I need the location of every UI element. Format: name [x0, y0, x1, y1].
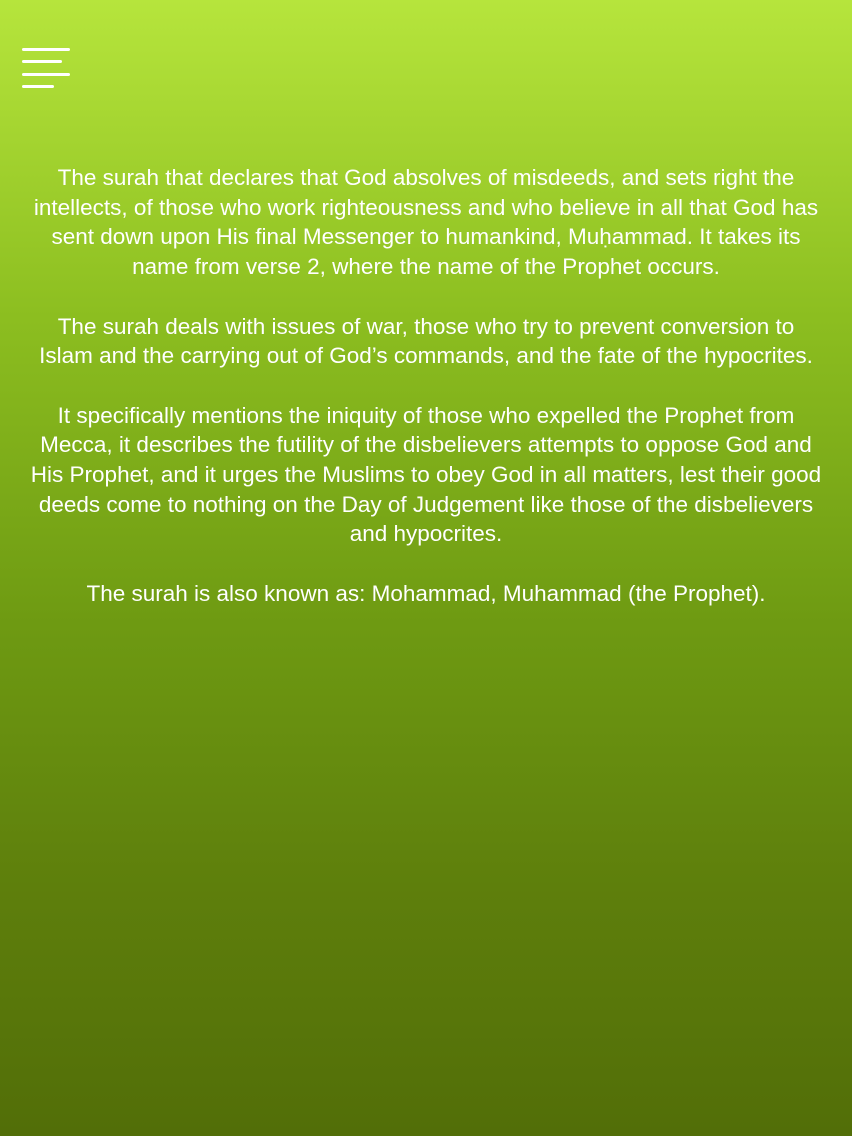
- menu-bar: [22, 60, 62, 63]
- description-paragraph: The surah deals with issues of war, those who try to prevent conversion to Islam and the carrying out of God’s commands, and the fate of the hypocrites.: [39, 313, 813, 369]
- menu-bar: [22, 73, 70, 76]
- menu-bar: [22, 85, 54, 88]
- description-paragraph: It specifically mentions the iniquity of those who expelled the Prophet from Mecca, it describes the futility of the disbelievers attempts to oppose God and His Prophet, and it urges the Muslims to obey God in all matters, lest their good deeds come to nothing on the Day of Judgement like those of the disbelievers and hypocrites.: [30, 402, 822, 547]
- menu-bar: [22, 48, 70, 51]
- description-paragraph: The surah is also known as: Mohammad, Muhammad (the Prophet).: [86, 580, 766, 606]
- hamburger-menu-icon[interactable]: [22, 48, 72, 90]
- description-paragraph: The surah that declares that God absolves of misdeeds, and sets right the intellects, of those who work righteousness and who believe in all that God has sent down upon His final Messenger to humankind, Muḥammad. It takes its name from verse 2, where the name of the Prophet occurs.: [33, 165, 819, 280]
- surah-description: [30, 163, 822, 638]
